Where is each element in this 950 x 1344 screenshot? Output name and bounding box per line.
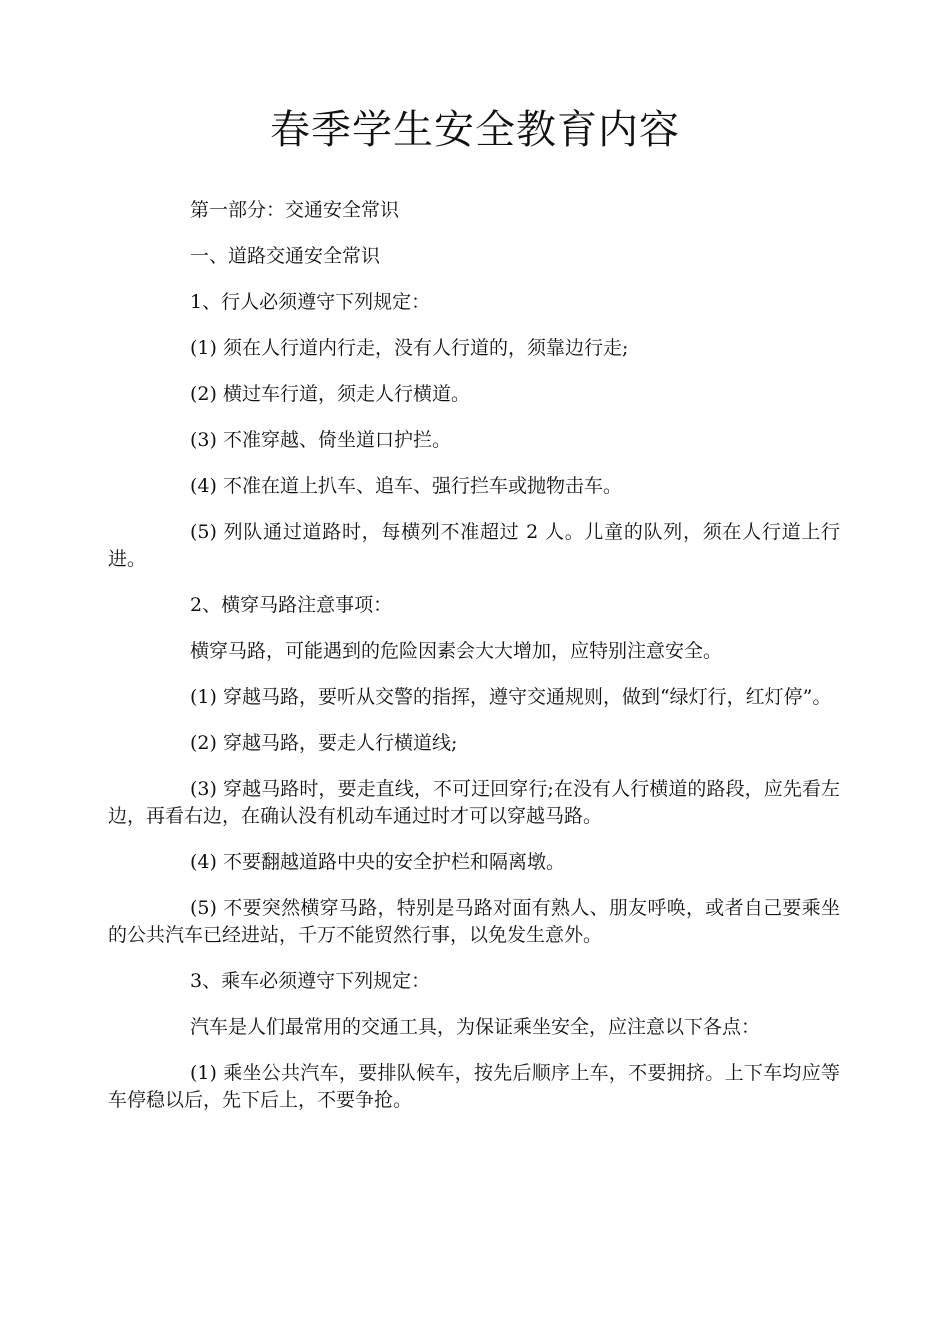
document-body bbox=[108, 197, 840, 1133]
paragraph-crossing-intro: 横穿马路，可能遇到的危险因素会大大增加，应特别注意安全。 bbox=[190, 640, 723, 662]
paragraph-crossing-rule-4: (4) 不要翻越道路中央的安全护栏和隔离墩。 bbox=[190, 851, 565, 873]
paragraph-section-one-heading: 一、道路交通安全常识 bbox=[190, 245, 381, 267]
paragraph-crossing-rule-5: (5) 不要突然横穿马路，特别是马路对面有熟人、朋友呼唤，或者自己要乘坐的公共汽车已经进站，千万不能贸然行事，以免发生意外。 bbox=[108, 897, 840, 946]
paragraph-riding-intro: 汽车是人们最常用的交通工具，为保证乘坐安全，应注意以下各点： bbox=[190, 1016, 761, 1038]
paragraph-part-one-heading: 第一部分：交通安全常识 bbox=[190, 199, 400, 221]
paragraph-pedestrian-rule-1: (1) 须在人行道内行走，没有人行道的，须靠边行走; bbox=[190, 337, 629, 359]
paragraph-pedestrian-rule-5: (5) 列队通过道路时，每横列不准超过 2 人。儿童的队列，须在人行道上行进。 bbox=[108, 521, 840, 570]
document-title: 春季学生安全教育内容 bbox=[270, 107, 680, 153]
paragraph-crossing-rule-3: (3) 穿越马路时，要走直线，不可迂回穿行;在没有人行横道的路段，应先看左边，再看右边，在确认没有机动车通过时才可以穿越马路。 bbox=[108, 778, 840, 827]
paragraph-pedestrian-rule-3: (3) 不准穿越、倚坐道口护拦。 bbox=[190, 429, 451, 451]
paragraph-riding-rule-1: (1) 乘坐公共汽车，要排队候车，按先后顺序上车，不要拥挤。上下车均应等车停稳以后，先下后上，不要争抢。 bbox=[108, 1062, 840, 1111]
paragraph-pedestrian-rule-4: (4) 不准在道上扒车、追车、强行拦车或抛物击车。 bbox=[190, 475, 622, 497]
paragraph-pedestrian-rules-heading: 1、行人必须遵守下列规定： bbox=[190, 291, 431, 313]
paragraph-riding-heading: 3、乘车必须遵守下列规定： bbox=[190, 970, 431, 992]
paragraph-crossing-heading: 2、横穿马路注意事项： bbox=[190, 594, 393, 616]
paragraph-crossing-rule-1: (1) 穿越马路，要听从交警的指挥，遵守交通规则，做到“绿灯行，红灯停”。 bbox=[190, 686, 832, 708]
paragraph-pedestrian-rule-2: (2) 横过车行道，须走人行横道。 bbox=[190, 383, 470, 405]
paragraph-crossing-rule-2: (2) 穿越马路，要走人行横道线; bbox=[190, 732, 458, 754]
